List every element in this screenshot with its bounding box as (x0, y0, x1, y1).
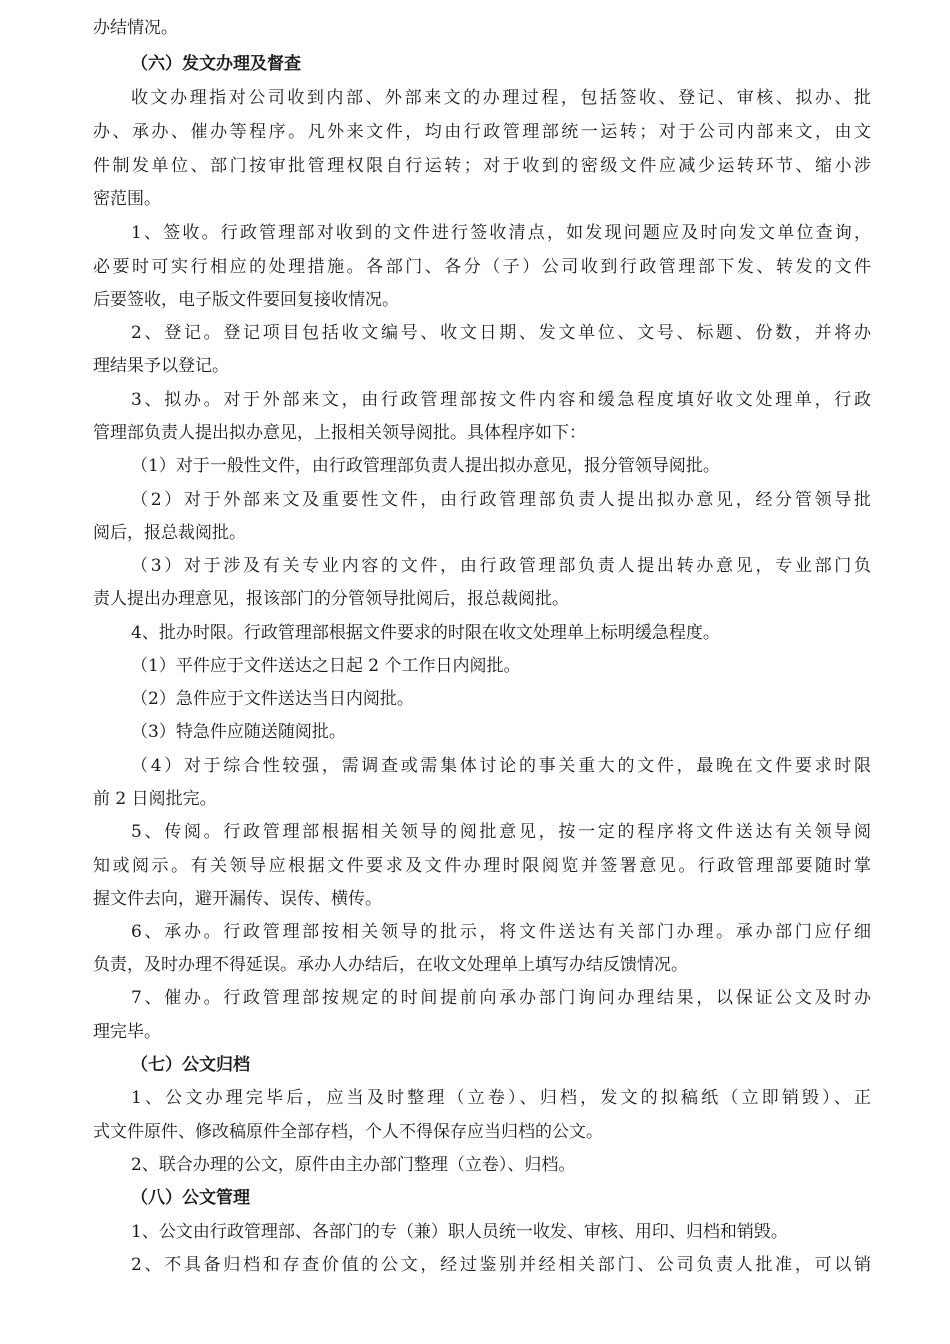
text-line: 2、联合办理的公文，原件由主办部门整理（立卷）、归档。 (131, 1155, 576, 1175)
text-line: （1）对于一般性文件，由行政管理部负责人提出拟办意见，报分管领导阅批。 (131, 456, 720, 476)
text-line: 必要时可实行相应的处理措施。各部门、各分（子）公司收到行政管理部下发、转发的文件 (93, 257, 871, 277)
text-line: 握文件去向，避开漏传、误传、横传。 (93, 889, 382, 909)
text-line: 6、承办。行政管理部按相关领导的批示，将文件送达有关部门办理。承办部门应仔细 (131, 922, 871, 942)
text-line: 2、不具备归档和存查价值的公文，经过鉴别并经相关部门、公司负责人批准，可以销 (131, 1255, 871, 1275)
text-line: 前 2 日阅批完。 (93, 789, 217, 809)
text-line: 4、批办时限。行政管理部根据文件要求的时限在收文处理单上标明缓急程度。 (131, 623, 720, 643)
text-line: 管理部负责人提出拟办意见，上报相关领导阅批。具体程序如下： (93, 423, 586, 443)
text-line: 办结情况。 (93, 18, 178, 38)
text-line: 理结果予以登记。 (93, 356, 229, 376)
text-line: （4）对于综合性较强，需调查或需集体讨论的事关重大的文件，最晚在文件要求时限 (131, 756, 871, 776)
text-line: 1、签收。行政管理部对收到的文件进行签收清点，如发现问题应及时向发文单位查询， (131, 223, 871, 243)
text-line: 负责，及时办理不得延误。承办人办结后，在收文处理单上填写办结反馈情况。 (93, 955, 688, 975)
text-line: 密范围。 (93, 189, 161, 209)
text-line: （3）对于涉及有关专业内容的文件，由行政管理部负责人提出转办意见，专业部门负 (131, 556, 871, 576)
text-line: 理完毕。 (93, 1022, 161, 1042)
text-line: （1）平件应于文件送达之日起 2 个工作日内阅批。 (131, 656, 521, 676)
section-heading: （六）发文办理及督查 (131, 54, 301, 74)
text-line: （2）对于外部来文及重要性文件，由行政管理部负责人提出拟办意见，经分管领导批 (131, 490, 871, 510)
text-line: （3）特急件应随送随阅批。 (131, 722, 346, 742)
text-line: 式文件原件、修改稿原件全部存档，个人不得保存应当归档的公文。 (93, 1122, 603, 1142)
text-line: 后要签收，电子版文件要回复接收情况。 (93, 290, 399, 310)
text-line: 件制发单位、部门按审批管理权限自行运转；对于收到的密级文件应减少运转环节、缩小涉 (93, 156, 871, 176)
section-heading: （七）公文归档 (131, 1055, 250, 1075)
text-line: 1、公文办理完毕后，应当及时整理（立卷）、归档，发文的拟稿纸（立即销毁）、正 (131, 1088, 871, 1108)
text-line: 办、承办、催办等程序。凡外来文件，均由行政管理部统一运转；对于公司内部来文，由文 (93, 122, 871, 142)
text-line: 1、公文由行政管理部、各部门的专（兼）职人员统一收发、审核、用印、归档和销毁。 (131, 1222, 788, 1242)
text-line: 3、拟办。对于外部来文，由行政管理部按文件内容和缓急程度填好收文处理单，行政 (131, 390, 871, 410)
text-line: 责人提出办理意见，报该部门的分管领导批阅后，报总裁阅批。 (93, 589, 569, 609)
text-line: 阅后，报总裁阅批。 (93, 523, 246, 543)
section-heading: （八）公文管理 (131, 1188, 250, 1208)
text-line: （2）急件应于文件送达当日内阅批。 (131, 689, 414, 709)
text-line: 2、登记。登记项目包括收文编号、收文日期、发文单位、文号、标题、份数，并将办 (131, 323, 871, 343)
text-line: 收文办理指对公司收到内部、外部来文的办理过程，包括签收、登记、审核、拟办、批 (131, 88, 871, 108)
text-line: 7、催办。行政管理部按规定的时间提前向承办部门询问办理结果，以保证公文及时办 (131, 988, 871, 1008)
text-line: 知或阅示。有关领导应根据文件要求及文件办理时限阅览并签署意见。行政管理部要随时掌 (93, 856, 871, 876)
text-line: 5、传阅。行政管理部根据相关领导的阅批意见，按一定的程序将文件送达有关领导阅 (131, 822, 871, 842)
